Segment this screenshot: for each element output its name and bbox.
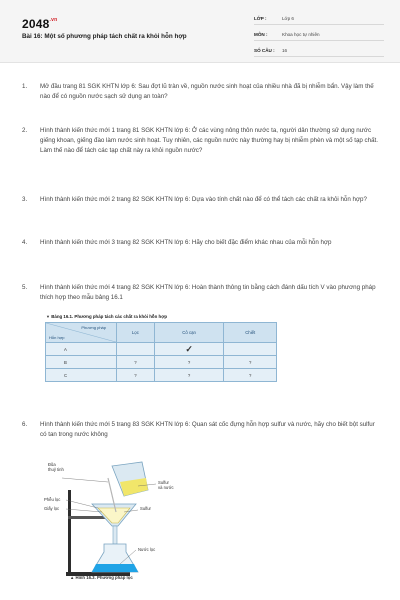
question-text: Hình thành kiến thức mới 2 trang 82 SGK KHTN lớp 6: Dựa vào tính chất nào để có thể tách các chất ra khỏi hỗn hợp? — [40, 196, 367, 203]
table-cell: ? — [117, 356, 155, 369]
table-cell: ? — [224, 369, 277, 382]
question-item — [22, 82, 382, 102]
figure-caption — [70, 575, 133, 580]
label-sulfur: Sulfur — [140, 506, 151, 511]
question-item — [22, 283, 382, 303]
meta-value: 16 — [282, 48, 288, 53]
meta-value: Khoa học tự nhiên — [282, 32, 320, 37]
table-row-label: C — [46, 369, 117, 382]
triangle-down-icon: ▼ — [46, 314, 50, 319]
table-cell: ? — [154, 369, 224, 382]
table-column-header: Lọc — [117, 323, 155, 343]
table-row-label: A — [46, 343, 117, 356]
label-funnel: Phễu lọc — [44, 497, 61, 502]
meta-key: SỐ CÂU : — [254, 48, 275, 53]
question-number: 4. — [22, 239, 28, 246]
table-row — [46, 343, 277, 356]
question-item — [22, 126, 382, 156]
question-item — [22, 195, 382, 205]
meta-row-count — [254, 45, 384, 57]
question-number: 3. — [22, 196, 28, 203]
label-filtrate: Nước lọc — [138, 547, 156, 552]
question-text: Hình thành kiến thức mới 5 trang 83 SGK KHTN lớp 6: Quan sát cốc đựng hỗn hợp sulfur và nước, hãy cho biết bột sulfur có tan trong nước không — [40, 421, 375, 438]
table-column-header: Chiết — [224, 323, 277, 343]
meta-key: LỚP : — [254, 16, 267, 21]
table-column-header: Cô cạn — [154, 323, 224, 343]
question-text: Hình thành kiến thức mới 4 trang 82 SGK KHTN lớp 6: Hoàn thành thông tin bằng cách đánh dấu tích V vào phương pháp thích hợp theo mẫu bảng 16.1 — [40, 284, 376, 301]
question-text: Hình thành kiến thức mới 1 trang 81 SGK KHTN lớp 6: Ở các vùng nông thôn nước ta, người dân thường sử dụng nước giếng khoan, giếng đào làm nước sinh hoạt. Tuy nhiên, các nguồn nước này thường hay bị nhiễm phèn và một số tạp chất. Làm thế nào để tách các tạp chất này ra khỏi nguồn nước? — [40, 127, 378, 154]
table-row-label: B — [46, 356, 117, 369]
question-number: 2. — [22, 127, 28, 134]
question-item — [22, 420, 382, 440]
table-cell — [117, 343, 155, 356]
meta-row-subject — [254, 29, 384, 41]
question-item — [22, 238, 382, 248]
meta-value: Lớp 6 — [282, 16, 294, 21]
table-cell: ✓ — [154, 343, 224, 356]
question-text: Mở đầu trang 81 SGK KHTN lớp 6: Sau đợt lũ tràn về, nguồn nước sinh hoạt của nhiều nhà đã bị nhiễm bẩn. Vậy làm thế nào để có nguồn nước sạch sử dụng an toàn? — [40, 83, 374, 100]
label-glass-rod: Đũa thuỷ tinh — [48, 462, 64, 472]
separation-table — [45, 322, 277, 382]
label-filter-paper: Giấy lọc — [44, 506, 60, 511]
question-number: 5. — [22, 284, 28, 291]
stand-rod — [68, 490, 71, 574]
meta-key: MÔN : — [254, 32, 268, 37]
table-cell: ? — [154, 356, 224, 369]
figure-caption-text: Hình 16.3. Phương pháp lọc — [75, 575, 133, 580]
leader-line — [62, 478, 108, 482]
table-caption-text: Bảng 16.1. Phương pháp tách các chất ra khỏi hỗn hợp — [51, 314, 167, 319]
meta-row-class — [254, 13, 384, 25]
filtrate-liquid — [92, 564, 138, 572]
table-cell — [224, 343, 277, 356]
table-row — [46, 356, 277, 369]
table-cell: ? — [117, 369, 155, 382]
question-number: 6. — [22, 421, 28, 428]
question-number: 1. — [22, 83, 28, 90]
table-caption — [46, 314, 167, 319]
lesson-title: Bài 16: Một số phương pháp tách chất ra khỏi hỗn hợp — [22, 33, 187, 40]
site-logo[interactable]: $2048^{.vn}$ — [22, 17, 58, 31]
lesson-meta — [254, 13, 384, 61]
question-text: Hình thành kiến thức mới 3 trang 82 SGK KHTN lớp 6: Hãy cho biết đặc điểm khác nhau của mỗi hỗn hợp — [40, 239, 332, 246]
table-corner-top: Phương pháp — [81, 325, 106, 330]
table-row — [46, 369, 277, 382]
table-corner-cell — [46, 323, 117, 343]
page-header — [0, 0, 400, 63]
table-header-row — [46, 323, 277, 343]
filtration-illustration — [38, 460, 198, 584]
table-corner-bottom: Hỗn hợp — [49, 335, 65, 340]
funnel-stem — [113, 526, 117, 544]
triangle-up-icon: ▲ — [70, 575, 75, 580]
table-cell: ? — [224, 356, 277, 369]
label-mixture: Sulfur và nước — [158, 480, 174, 490]
